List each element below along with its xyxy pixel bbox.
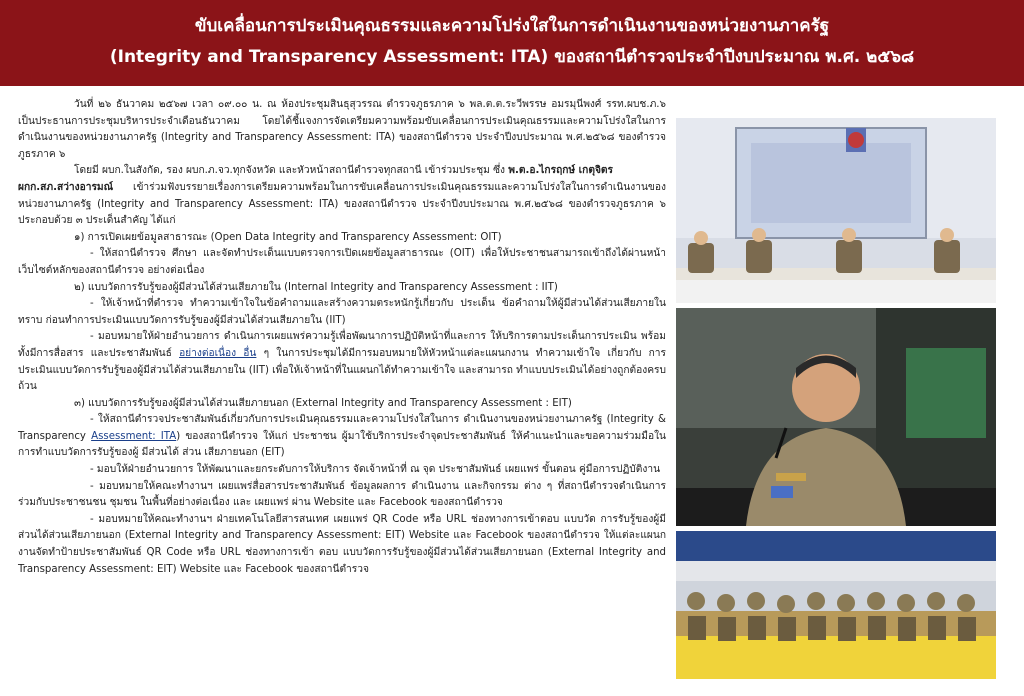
paragraph-2-intro: โดยมี ผบก.ในสังกัด, รอง ผบก.ภ.จว.ทุกจังหวัด และหัวหน้าสถานีตำรวจทุกสถานี เข้าร่วมประชุม ซึ่ง (74, 165, 509, 177)
officer-portrait-illustration (676, 308, 996, 526)
item-3-text-3: - มอบหมายให้คณะทำงานฯ เผยแพร่สื่อสารประชาสัมพันธ์ ข้อมูลผลการ ดำเนินงาน และกิจกรรม ต่าง ๆ ที่สถานีตำรวจดำเนินการร่วมกับประชาชนชน ชุมชน ในพื้นที่อย่างต่อเนื่อง และ เผยแพร่ ผ่าน Website และ Facebook ของสถานีตำรวจ (18, 480, 666, 509)
officer-position: ผกก.สภ.สว่างอารมณ์ (18, 181, 114, 193)
paragraph-2-rest: เข้าร่วมฟังบรรยายเรื่องการเตรียมความพร้อมในการขับเคลื่อนการประเมินคุณธรรมและความโปร่งใสในการดำเนินงานของหน่วยงานภาครัฐ (Integrity and Transparency Assessment: ITA) ของสถานีตำรวจ ประจำปีงบประมาณ พ.ศ.๒๕๖๘ ของตำรวจภูธรภาค ๖ ประกอบด้วย ๓ ประเด็นสำคัญ ได้แก่ (18, 181, 666, 227)
meeting-stage-photo (676, 118, 996, 303)
meeting-stage-illustration (676, 118, 996, 303)
item-3-text-4: - มอบหมายให้คณะทำงานฯ ฝ่ายเทคโนโลยีสารสนเทศ เผยแพร่ QR Code หรือ URL ช่องทางการเข้าตอบ แบบวัด การรับรู้ของผู้มีส่วนได้ส่วนเสียภายนอก (External Integrity and Transparency Assessment: EIT) Website และ Facebook ของสถานีตำรวจ ให้แต่ละแผนกงานจัดทำป้ายประชาสัมพันธ์ QR Code หรือ URL ช่องทางการเข้า ตอบ แบบวัดการรับรู้ของผู้มีส่วนได้ส่วนเสียภายนอก (External Integrity and Transparency Assessment: EIT) Website และ Facebook ของสถานีตำรวจ (18, 513, 666, 575)
item-2-text-2 (18, 329, 666, 395)
ita-link[interactable]: Assessment: ITA (91, 430, 177, 442)
item-2-title: ๒) แบบวัดการรับรู้ของผู้มีส่วนได้ส่วนเสียภายใน (Internal Integrity and Transparency Assessment : IIT) (74, 281, 558, 293)
item-3-title: ๓) แบบวัดการรับรู้ของผู้มีส่วนได้ส่วนเสียภายนอก (External Integrity and Transparency Assessment : EIT) (74, 397, 572, 409)
item-2-text-1: - ให้เจ้าหน้าที่ตำรวจ ทำความเข้าใจในข้อคำถามและสร้างความตระหนักรู้เกี่ยวกับ ประเด็น ข้อคำถามให้ผู้มีส่วนได้ส่วนเสียภายในทราบ ก่อนทำการประเมินแบบวัดการรับรู้ของผู้มีส่วนได้ส่วนเสียภายใน (IIT) (18, 298, 666, 326)
item-3-text-1-pre: - ให้สถานีตำรวจประชาสัมพันธ์เกี่ยวกับการประเมินคุณธรรมและความโปร่งใสในการ ดำเนินงานของหน่วยงานภาครัฐ (Integrity & Transparency (18, 414, 666, 442)
item-1-title: ๑) การเปิดเผยข้อมูลสาธารณะ (Open Data Integrity and Transparency Assessment: OIT) (74, 231, 502, 243)
officer-portrait-photo (676, 308, 996, 526)
item-2-text-2-pre: - มอบหมายให้ฝ่ายอำนวยการ ดำเนินการเผยแพร่ความรู้เพื่อพัฒนาการปฏิบัติหน้าที่และการ ให้บริการตามประเด็นการประเมิน พร้อมทั้งมีการสื่อสาร และประชาสัมพันธ์ (18, 331, 666, 359)
paragraph-1: วันที่ ๒๖ ธันวาคม ๒๕๖๗ เวลา ๐๙.๐๐ น. ณ ห้องประชุมสินธุสุวรรณ ตำรวจภูธรภาค ๖ พล.ต.ต.ระวีพรรษ อมรมุนีพงศ์ รรท.ผบช.ภ.๖ เป็นประธานการประชุมบริหารประจำเดือนธันวาคม โดยได้ชี้แจงการจัดเตรียมความพร้อมขับเคลื่อนการประเมินคุณธรรมและความโปร่งใสในการดำเนินงานของหน่วยงานภาครัฐ (Integrity and Transparency Assessment: ITA) ของสถานีตำรวจ ประจำปีงบประมาณ พ.ศ.๒๕๖๘ ของตำรวจภูธรภาค ๖ (18, 99, 666, 160)
item-3-text-1-post: ) ของสถานีตำรวจ ให้แก่ ประชาชน ผู้มาใช้บริการประจำจุดประชาสัมพันธ์ ให้คำแนะนำและขอความร่วมมือในการทำแบบวัดการรับรู้ของผู้ มีส่วนได้ ส่วน เสียภายนอก (EIT) (18, 430, 667, 459)
header-banner (0, 0, 1024, 86)
article-body (18, 97, 666, 578)
continuity-link[interactable]: อย่างต่อเนื่อง อื่น (179, 347, 257, 359)
page-title-line1: ขับเคลื่อนการประเมินคุณธรรมและความโปร่งใสในการดำเนินงานของหน่วยงานภาครัฐ (194, 16, 830, 36)
audience-photo (676, 531, 996, 679)
audience-illustration (676, 531, 996, 679)
officer-name: พ.ต.อ.ไกรฤกษ์ เกตุจิตร (508, 165, 613, 177)
item-3-text-2: - มอบให้ฝ่ายอำนวยการ ให้พัฒนาและยกระดับการให้บริการ จัดเจ้าหน้าที่ ณ จุด ประชาสัมพันธ์ เผยแพร่ ขั้นตอน คู่มือการปฏิบัติงาน (90, 464, 661, 476)
item-2-text-2-post: ๆ ในการประชุมได้มีการมอบหมายให้หัวหน้าแต่ละแผนกงาน ทำความเข้าใจ เกี่ยวกับ การประเมินแบบวัดการรับรู้ของผู้มีส่วนได้ส่วนเสียภายใน (IIT) เพื่อให้เจ้าหน้าที่ในแผนกได้ทำความเข้าใจ และสามารถ ทำแบบประเมินได้อย่างถูกต้องครบถ้วน (18, 347, 666, 393)
item-3-text-1 (18, 412, 666, 462)
item-1-text: - ให้สถานีตำรวจ ศึกษา และจัดทำประเด็นแบบตรวจการเปิดเผยข้อมูลสาธารณะ (OIT) เพื่อให้ประชาชนสามารถเข้าถึงได้ผ่านหน้าเว็บไซต์หลักของสถานีตำรวจ อย่างต่อเนื่อง (18, 248, 666, 276)
page-title-line2: (Integrity and Transparency Assessment: ITA) ของสถานีตำรวจประจำปีงบประมาณ พ.ศ. ๒๕๖๘ (109, 47, 915, 67)
paragraph-2 (18, 163, 666, 229)
